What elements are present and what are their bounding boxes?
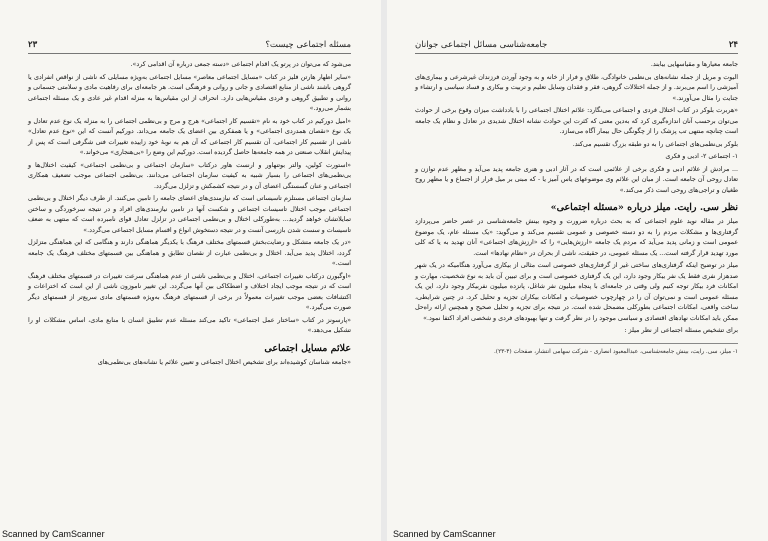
paragraph: «در یک جامعه متشکل و رضایت‌بخش قسمتهای مختلف فرهنگ با یکدیگر هماهنگی دارند و هنگامی که این هماهنگی متزلزل گردد، اختلال پدید می‌آید. اختلال و بی‌نظمی عبارت از نقصان تطابق و هماهنگی بین قسمتهای مختلف فرهنگ یک جامعه است.» [28, 239, 351, 267]
paragraph: «سایر اظهار هارتن فلیز در کتاب «مسایل اجتماعی معاصر» مسایل اجتماعی به‌ویژه مسایلی که ناشی از نواقص انفرادی یا گروهی باشند ناشی از منابع اقتصادی و جانی و روانی و فرهنگی است. هر جامعه‌ای برای رفاهیت مادی و سلامتی جسمانی و روانی و تطبیق گروهی و فردی مقیاس‌هایی دارد. انحراف از این مقیاس‌ها به منزله اقدام غیر عادی و یک مسئله اجتماعی بشمار می‌رود.» [28, 73, 351, 112]
footnote-separator [544, 343, 738, 344]
left-page [0, 0, 381, 541]
scanner-watermark-right: Scanned by CamScanner [393, 529, 496, 539]
scanner-watermark-left: Scanned by CamScanner [2, 529, 105, 539]
section-heading: نظر سی. رایت. میلز درباره «مسئله اجتماعی» [550, 202, 738, 213]
right-page-number: ۲۴ [728, 40, 738, 50]
paragraph: می‌شود که می‌توان در پرتو یک اقدام اجتماعی «دسته جمعی درباره آن اقدامی کرد». [130, 61, 351, 68]
paragraph: میلز در توضیح اینکه گرفتاری‌های ساختی غیر از گرفتاری‌های خصوصی است مثالی از بیکاری می‌آورد هنگامیکه در یک شهر صدهزار نفری فقط یک نفر بیکار وجود دارد، این یک گرفتاری خصوصی است و برای تبیین آن باید به نوع شخصیت، مهارت و امکانات فرد بیکار توجه کنیم ولی وقتی در جامعه‌ای با پنجاه میلیون نفر شاغل، پانزده میلیون نفربیکار وجود دارد، این یک مسئله عمومی است و نمی‌توان آن را در چهارچوب خصوصیات و امکانات بیکاران تجزیه و تحلیل کرد. در چنین شرایطی، ساخت واقعی، امکانات اجتماعی بطورکلی مضمحل شده است. در نتیجه برای تجزیه و تحلیل صحیح و همچنین ارائه راه‌حل ممکن باید امکانات نهادهای اقتصادی و سیاسی موجود را در نظر گرفت و تنها بهبودهای فردی و شخصی افراد اکتفا نمود.» [415, 262, 738, 322]
left-page-header [28, 40, 351, 54]
paragraph: ... مرادش از علائم ادبی و فکری برخی از علائمی است که در آثار ادبی و هنری جامعه پدید می‌آید و مظهر عدم توازن و تعادل روحی آن جامعه است. از میان این علائم وی موضوعهای یاس آمیز یا - که مبنی بر میل فرار از اجتماع و یا مظهر روح طغیان و تراجی‌های روحی است ذکر می‌کند.» [415, 165, 738, 194]
section-heading: علائم مسایل اجتماعی [264, 342, 351, 354]
left-page-title: مسئله اجتماعی چیست؟ [265, 40, 351, 50]
right-page-header [415, 40, 738, 54]
paragraph: «امیل دورکیم در کتاب خود به نام «تقسیم کار اجتماعی» هرج و مرج و بی‌نظمی اجتماعی را به منزله یک نوع عدم تعادل و یک نوع «نقصان همدردی اجتماعی» و یا همفکری بین اعضای یک جامعه می‌داند. دورکیم آنست که این «نوع عدم تعادل» ناشی از تقسیم کار اجتماعی، آن تقسیم کار اجتماعی که آن هم به نوبهٔ خود زاییده تغییرات فنی شگرفی است که پس از پیدایش انقلاب صنعتی در همه جامعه‌ها حاصل گردیده است. دورکیم این وضع را «بی‌هنجاری» می‌خواند.» [28, 117, 351, 156]
footnote: ۱- میلز، سی. رایت، بینش جامعه‌شناسی، عبدالمعبود انصاری - شرکت سهامی انتشار، صفحات (۴-۲۳). [493, 348, 738, 355]
paragraph: «هربرت بلوکر در کتاب اختلال فردی و اجتماعی می‌نگارد: علائم اختلال اجتماعی را با یادداشت میزان وقوع برخی از حوادث می‌توان برحسب آنان اندازه‌گیری کرد که به‌دین معنی که کثرت این حوادث نشانه اختلال شدیدی در تعادل و نظام یک جامعه است چنانچه منتهی تب پزشک را از چگونگی حال بیمار آگاه می‌سازد. [415, 107, 738, 135]
paragraph: «اوگبورن درکتاب تغییرات اجتماعی، اختلال و بی‌نظمی ناشی از عدم هماهنگی سرعت تغییرات در قسمتهای مختلف فرهنگ است که در نتیجه موجب ایجاد اختلاف و اضطکاکی بین آنها می‌گردد. این تغییر ناموزون ناشی از این است که اختراعات و اکتشافات بعضی موجب تغییرات معمولاً در برخی از قسمتهای فرهنگ به‌ویژه قسمتهای مادی سریع‌تر از قسمتهای دیگر صورت می‌گیرد.» [28, 272, 351, 311]
paragraph: الیوت و مریل از جمله نشانه‌های بی‌نظمی خانوادگی، طلاق و فرار از خانه و به وجود آوردن فرزندان غیرشرعی و بیماری‌های آمیزشی را اسم می‌برند. و از جمله اختلالات گروهی، فقر و فقدان وسایل تعلیم و تربیت و بیکاری و فساد سیاسی و ارتشاء و جنایت را مثال می‌آورند.» [415, 73, 738, 102]
paragraph: «جامعه شناسان کوشیده‌اند برای تشخیص اختلال اجتماعی و تعیین علائم یا نشانه‌های بی‌نظمی‌های [97, 358, 351, 366]
right-page-title: جامعه‌شناسی مسائل اجتماعی جوانان [415, 40, 548, 50]
paragraph: «پارسونز در کتاب «ساختار عمل اجتماعی» تاکید می‌کند مسئله عدم تطبیق انسان با منابع مادی، اساس مشکلات او را تشکیل می‌دهد.» [28, 316, 351, 334]
paragraph: میلز در مقاله نوید علوم اجتماعی که به بحث درباره ضرورت و وجوه بینش جامعه‌شناسی در عصر حاضر می‌پردازد گرفتاری‌ها و مشکلات مردم را به دو دسته خصوصی و عمومی تقسیم می‌کند و می‌گوید: «یک مسئله عام، یک موضوع عمومی است و زمانی پدید می‌آید که مردم یک جامعه «ارزش‌هایی» را که «ارزش‌های اجتماعی» آنان تهدید به یا که کلی مورد تهدید قرار گرفته است... یک مسئله عمومی، در حقیقت، ناشی از بحران در «نظام نهادها» است. [415, 218, 738, 257]
left-page-number: ۲۳ [28, 40, 38, 50]
paragraph: سازمان اجتماعی مستلزم تاسیساتی است که نیازمندی‌های اعضای جامعه را تامین می‌کنند. از طرف دیگر اختلال و بی‌نظمی اجتماعی موجب اختلال تاسیسات اجتماعی و شکست آنها در تامین نیازمندی‌های افراد و در نتیجه سرخوردگی و ساختن تمایلاتشان خواهد گردید... به‌طورکلی اختلال و بی‌نظمی اجتماعی در تزلزل تعادل قوای نامبرده است که منتهی به ضعف تاسیسات و سست شدن بازرسی آنست و در نتیجه دستخوش انواع و اقسام مسایل اجتماعی می‌گردد.» [28, 195, 351, 234]
paragraph: جامعه معیارها و مقیاسهایی بیابند. [650, 61, 738, 68]
paragraph: «استورت کولین، والتر بوتنهاور و ارنست هاور درکتاب «سازمان اجتماعی و بی‌نظمی اجتماعی» کیفیت اختلال‌ها و بی‌نظمی‌های اجتماعی را بسیار شبیه به کیفیت سازمان اجتماعی می‌دانند. بی‌نظمی اجتماعی موجب تضعیف همکاری اجتماعی و عنان گسستگی اعضای آن و در نتیجه کشمکش و تزلزل می‌گردد. [28, 161, 351, 190]
paragraph: ۱- اجتماعی ۲- ادبی و فکری [665, 153, 738, 160]
paragraph: برای تشخیص مسئله اجتماعی از نظر میلز : [624, 327, 738, 334]
right-page [387, 0, 768, 541]
paragraph: بلوکر بی‌نظمی‌های اجتماعی را به دو طبقه بزرگ تقسیم می‌کند. [572, 140, 738, 148]
